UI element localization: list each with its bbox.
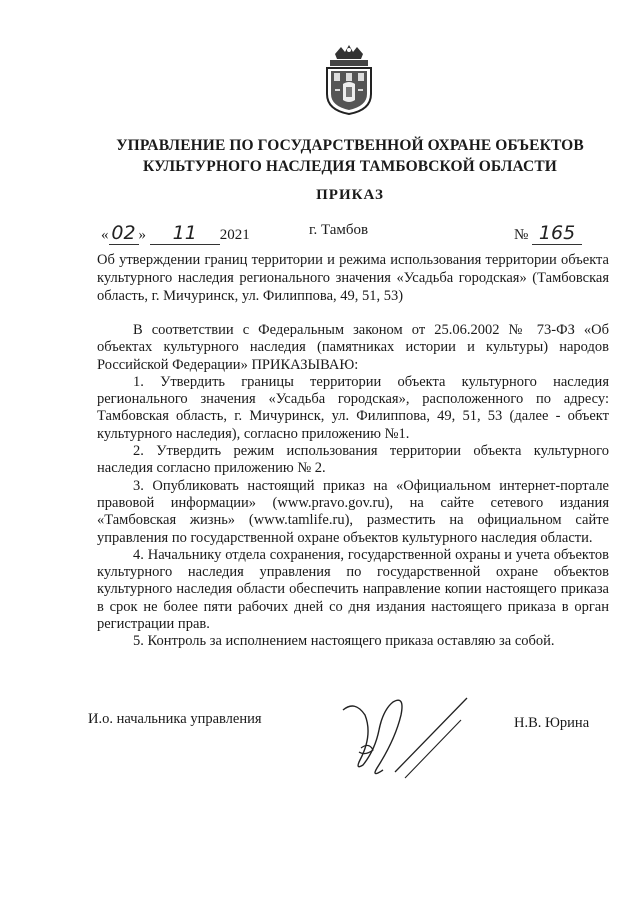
agency-line-2: КУЛЬТУРНОГО НАСЛЕДИЯ ТАМБОВСКОЙ ОБЛАСТИ (143, 158, 557, 175)
handwritten-signature (335, 690, 475, 785)
order-body (97, 322, 609, 651)
order-number (514, 222, 582, 245)
number-sign: № (514, 227, 529, 243)
preamble-paragraph: В соответствии с Федеральным законом от 25.06.2002 № 73-ФЗ «Об объектах культурного наследия (памятниках истории и культуры) народов Российской Федерации» ПРИКАЗЫВАЮ: (97, 322, 609, 373)
order-item-5: 5. Контроль за исполнением настоящего приказа оставляю за собой. (133, 633, 555, 650)
order-subject: Об утверждении границ территории и режима использования территории объекта культурного наследия регионального значения «Усадьба городская» (Тамбовская область, г. Мичуринск, ул. Филиппова, 49, 51, 53) (97, 252, 609, 304)
agency-line-1: УПРАВЛЕНИЕ ПО ГОСУДАРСТВЕННОЙ ОХРАНЕ ОБЪЕКТОВ (116, 137, 584, 154)
number-value: 165 (532, 222, 582, 245)
agency-heading (60, 135, 640, 177)
date-year: 2021 (219, 227, 250, 243)
order-city: г. Тамбов (309, 222, 369, 238)
order-item-1: 1. Утвердить границы территории объекта культурного наследия регионального значения «Усадьба городская», расположенного по адресу: Тамбовская область, г. Мичуринск, ул. Филиппова, 49, 51, 53 (далее - объект культурного наследия), согласно приложению №1. (97, 373, 609, 442)
document-type-title: ПРИКАЗ (316, 187, 384, 203)
order-item-3: 3. Опубликовать настоящий приказ на «Официальном интернет-портале правовой информации» (www.pravo.gov.ru), на сайте сетевого издания «Тамбовская жизнь» (www.tamlife.ru), разместить на официальном сайте управления по государственной охране объектов культурного наследия области. (97, 477, 609, 546)
signatory-name: Н.В. Юрина (514, 715, 590, 731)
order-item-4: 4. Начальнику отдела сохранения, государственной охраны и учета объектов культурного наследия управления по государственной охране объектов культурного наследия области обеспечить направление копии настоящего приказа в срок не более пяти рабочих дней со дня издания настоящего приказа в орган регистрации прав. (97, 546, 609, 633)
date-day: 02 (109, 222, 139, 245)
coat-of-arms-emblem (321, 44, 377, 116)
date-month: 11 (150, 222, 220, 245)
date-close-quote: » (138, 227, 146, 243)
signatory-position: И.о. начальника управления (88, 711, 262, 727)
order-item-2: 2. Утвердить режим использования территории объекта культурного наследия согласно приложению № 2. (97, 443, 609, 477)
date-open-quote: « (101, 227, 109, 243)
order-date (101, 222, 250, 245)
